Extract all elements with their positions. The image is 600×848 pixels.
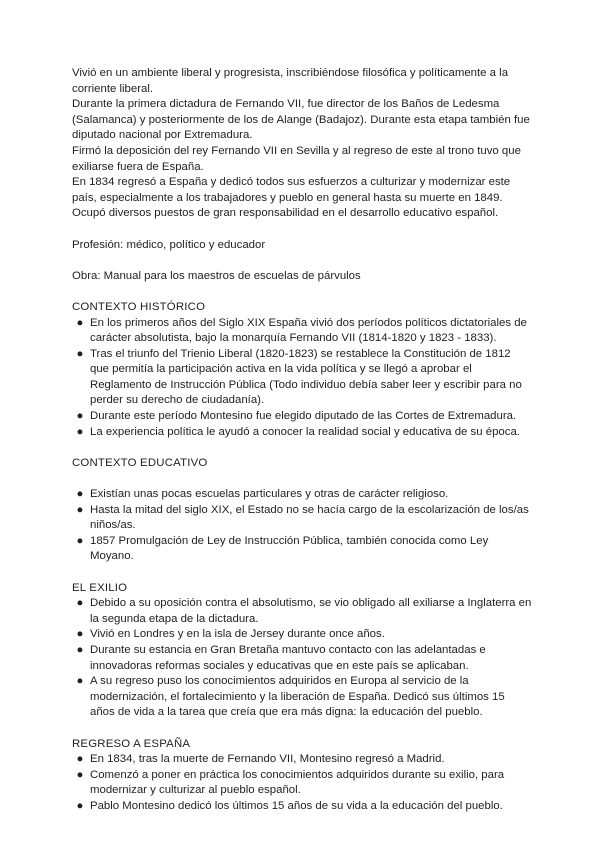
profesion-line: Profesión: médico, político y educador	[72, 238, 266, 251]
section-title-contexto-educativo: CONTEXTO EDUCATIVO	[72, 456, 208, 469]
spacer	[72, 284, 532, 300]
list-item-text: Existían unas pocas escuelas particulares y otras de carácter religioso.	[90, 488, 449, 501]
spacer	[72, 253, 532, 269]
list-item-text: Durante este período Montesino fue elegido diputado de las Cortes de Extremadura.	[90, 410, 517, 423]
bullet-icon: ●	[76, 425, 84, 438]
bullet-icon: ●	[76, 675, 84, 688]
intro-block	[72, 66, 532, 222]
document-page	[72, 66, 532, 815]
spacer	[72, 222, 532, 238]
list-item-text: Durante su estancia en Gran Bretaña mantuvo contacto con las adelantadas e innovadoras reformas sociales y educativas que en este país se aplicaban.	[90, 643, 486, 672]
list-item-text: Comenzó a poner en práctica los conocimientos adquiridos durante su exilio, para modernizar y culturizar al pueblo español.	[90, 768, 505, 797]
bullet-icon: ●	[76, 316, 84, 329]
section-title-el-exilio: EL EXILIO	[72, 581, 128, 594]
list-item	[72, 674, 532, 721]
list-item	[72, 534, 532, 565]
spacer	[72, 721, 532, 737]
list-item-text: En 1834, tras la muerte de Fernando VII, Montesino regresó a Madrid.	[90, 753, 445, 766]
bullet-icon: ●	[76, 643, 84, 656]
bullet-icon: ●	[76, 628, 84, 641]
bullet-icon: ●	[76, 799, 84, 812]
intro-paragraph: Durante la primera dictadura de Fernando VII, fue director de los Baños de Ledesma (Salamanca) y posteriormente de los de Alange (Badajoz). Durante esta etapa también fue diputado nacional por Extremadura.	[72, 98, 530, 142]
list-item	[72, 347, 532, 409]
bullet-icon: ●	[76, 768, 84, 781]
bullet-icon: ●	[76, 347, 84, 360]
list-item	[72, 799, 532, 815]
intro-paragraph: Firmó la deposición del rey Fernando VII en Sevilla y al regreso de este al trono tuvo que exiliarse fuera de España.	[72, 144, 521, 173]
list-item-text: Debido a su oposición contra el absolutismo, se vio obligado all exiliarse a Inglaterra en la segunda etapa de la dictadura.	[90, 597, 532, 625]
bullet-list-contexto-educativo	[72, 487, 532, 565]
obra-line: Obra: Manual para los maestros de escuelas de párvulos	[72, 269, 361, 282]
list-item-text: Pablo Montesino dedicó los últimos 15 años de su vida a la educación del pueblo.	[90, 799, 503, 812]
list-item-text: Vivió en Londres y en la isla de Jersey durante once años.	[90, 628, 385, 641]
bullet-icon: ●	[76, 753, 84, 766]
list-item	[72, 503, 532, 534]
bullet-icon: ●	[76, 534, 84, 547]
list-item-text: Hasta la mitad del siglo XIX, el Estado no se hacía cargo de la escolarización de los/as niños/as.	[90, 503, 529, 532]
section-title-contexto-historico: CONTEXTO HISTÓRICO	[72, 300, 206, 313]
spacer	[72, 440, 532, 456]
intro-paragraph: En 1834 regresó a España y dedicó todos sus esfuerzos a culturizar y modernizar este país, especialmente a los trabajadores y pueblo en general hasta su muerte en 1849. Ocupó diversos puestos de gran responsabilidad en el desarrollo educativo español.	[72, 176, 511, 220]
bullet-icon: ●	[76, 488, 84, 501]
bullet-icon: ●	[76, 503, 84, 516]
section-title-regreso-a-espana: REGRESO A ESPAÑA	[72, 737, 191, 750]
list-item	[72, 596, 532, 627]
list-item-text: 1857 Promulgación de Ley de Instrucción Pública, también conocida como Ley Moyano.	[90, 534, 489, 563]
list-item-text: En los primeros años del Siglo XIX España vivió dos períodos políticos dictatoriales de carácter absolutista, bajo la monarquía Fernando VII (1814-1820 y 1823 - 1833).	[90, 316, 527, 345]
bullet-list-regreso-a-espana	[72, 752, 532, 814]
list-item	[72, 752, 532, 768]
list-item	[72, 627, 532, 643]
list-item	[72, 768, 532, 799]
list-item-text: A su regreso puso los conocimientos adquiridos en Europa al servicio de la modernización, el fortalecimiento y la liberación de España. Dedicó sus últimos 15 años de vida a la tarea que creía que era más digna: la educación del pueblo.	[90, 675, 505, 719]
list-item-text: La experiencia política le ayudó a conocer la realidad social y educativa de su época.	[90, 425, 520, 438]
intro-paragraph: Vivió en un ambiente liberal y progresista, inscribiéndose filosófica y políticamente a la corriente liberal.	[72, 67, 509, 95]
list-item	[72, 425, 532, 441]
list-item-text: Tras el triunfo del Trienio Liberal (1820-1823) se restablece la Constitución de 1812 que permitía la participación activa en la vida política y se llegó a aprobar el Reglamento de Instrucción Pública (Todo individuo debía saber leer y escribir para no perder su derecho de ciudadanía).	[90, 347, 522, 407]
list-item	[72, 487, 532, 503]
list-item	[72, 643, 532, 674]
bullet-icon: ●	[76, 597, 84, 610]
spacer	[72, 565, 532, 581]
bullet-icon: ●	[76, 410, 84, 423]
bullet-list-contexto-historico	[72, 316, 532, 441]
spacer	[72, 471, 532, 487]
bullet-list-el-exilio	[72, 596, 532, 721]
list-item	[72, 316, 532, 347]
list-item	[72, 409, 532, 425]
